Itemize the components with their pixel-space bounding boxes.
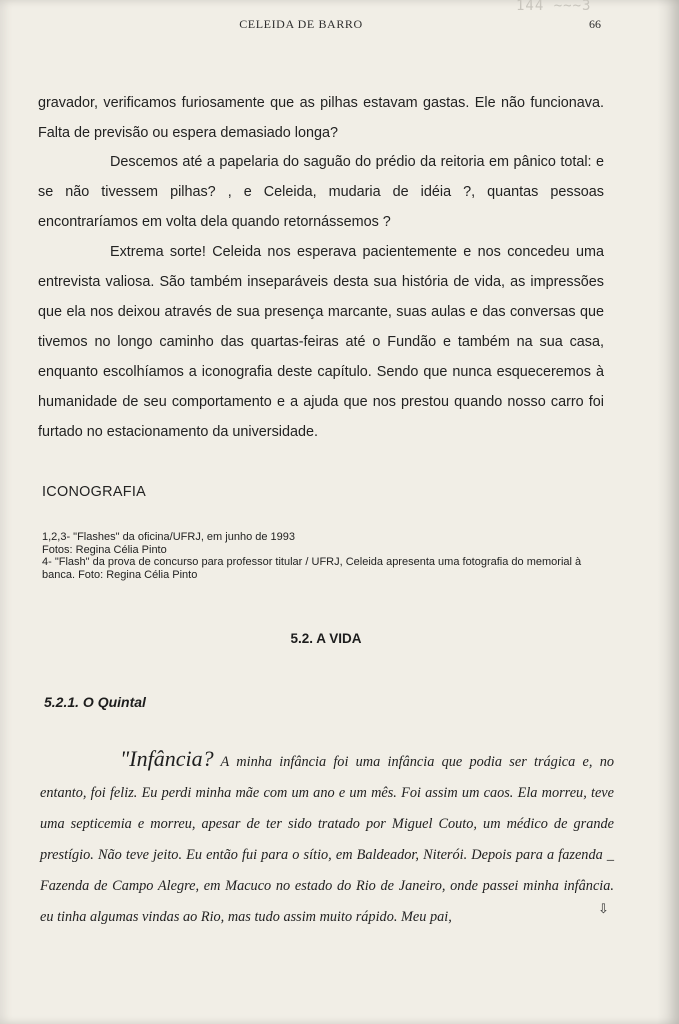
running-head: CELEIDA DE BARRO (239, 17, 363, 31)
pencil-annotation: 144 ~~~3 (516, 0, 592, 14)
quote-open-mark: " (120, 746, 130, 771)
caption-line: 1,2,3- "Flashes" da oficina/UFRJ, em junho de 1993 (42, 531, 295, 543)
paragraph-text: gravador, verificamos furiosamente que as pilhas estavam gastas. Ele não funcionava. Falta de previsão ou espera demasiado longa? (38, 95, 604, 141)
body-paragraph (38, 237, 604, 447)
quote-text: A minha infância foi uma infância que podia ser trágica e, no entanto, foi feliz. Eu perdi minha mãe com um ano e um mês. Foi assim um caos. Ela morreu, teve uma septicemia e morreu, apesar de ter sido tratado por Miguel Couto, um médico de grande prestígio. Não teve jeito. Eu então fui para o sítio, em Baldeador, Niterói. Depois para a fazenda _ Fazenda de Campo Alegre, em Macuco no estado do Rio de Janeiro, onde passei minha infância. eu tinha algumas vindas ao Rio, mas tudo assim muito rápido. Meu pai, (40, 754, 614, 925)
quote-first-word: Infância? (129, 746, 214, 771)
continue-arrow-icon: ⇩ (598, 901, 609, 916)
body-paragraph (38, 88, 604, 148)
section-heading: 5.2. A VIDA (290, 631, 362, 646)
page-edge-shadow (657, 0, 679, 1024)
iconografia-label: ICONOGRAFIA (42, 484, 147, 500)
paragraph-text: Extrema sorte! Celeida nos esperava pacientemente e nos concedeu uma entrevista valiosa. São também inseparáveis desta sua história de vida, as impressões que ela nos deixou através de sua presença marcante, suas aulas e das conversas que tivemos no longo caminho das quartas-feiras até o Fundão e também na sua casa, enquanto escolhíamos a iconografia deste capítulo. Sendo que nunca esqueceremos à humanidade de seu comportamento e a ajuda que nos prestou quando nosso carro foi furtado no estacionamento da universidade. (38, 244, 604, 440)
page-number: 66 (589, 17, 601, 31)
caption-line: Fotos: Regina Célia Pinto (42, 543, 167, 556)
paragraph-text: Descemos até a papelaria do saguão do prédio da reitoria em pânico total: e se não tivessem pilhas? , e Celeida, mudaria de idéia ?, quantas pessoas encontraríamos em volta dela quando retornássemos ? (38, 154, 604, 230)
interview-quote (40, 743, 614, 933)
caption-line: 4- "Flash" da prova de concurso para professor titular / UFRJ, Celeida apresenta uma fotografia do memorial à banca. Foto: Regina Célia Pinto (42, 556, 582, 581)
subsection-heading: 5.2.1. O Quintal (44, 694, 146, 710)
iconografia-captions (42, 531, 612, 581)
body-paragraph (38, 147, 604, 237)
